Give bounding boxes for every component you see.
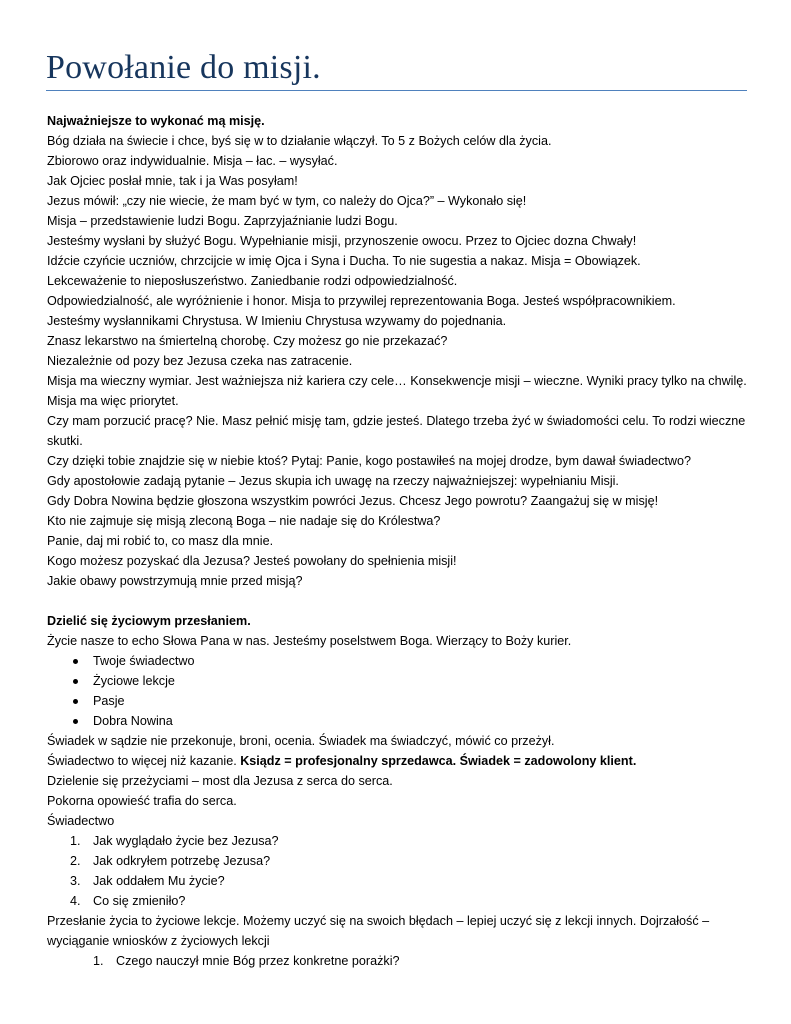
list-item: 1. Jak wyglądało życie bez Jezusa? [70,834,279,848]
paragraph-line: Jakie obawy powstrzymują mnie przed misją? [47,574,303,588]
paragraph-line: Znasz lekarstwo na śmiertelną chorobę. Czy możesz go nie przekazać? [47,334,448,348]
paragraph-line: Świadek w sądzie nie przekonuje, broni, ocenia. Świadek ma świadczyć, mówić co przeżył. [47,734,555,748]
paragraph-testimony: Świadectwo to więcej niż kazanie. Ksiądz = profesjonalny sprzedawca. Świadek = zadowolony klient. [47,754,637,768]
numbered-list-lessons [47,951,747,971]
paragraph-line: Życie nasze to echo Słowa Pana w nas. Jesteśmy poselstwem Boga. Wierzący to Boży kurier. [47,634,572,648]
paragraph-line: Jesteśmy wysłannikami Chrystusa. W Imieniu Chrystusa wzywamy do pojednania. [47,314,507,328]
paragraph-line: Misja – przedstawienie ludzi Bogu. Zaprzyjaźnianie ludzi Bogu. [47,214,398,228]
bullet-icon [73,659,78,664]
paragraph-career: Misja ma wieczny wymiar. Jest ważniejsza niż kariera czy cele… Konsekwencje misji – wieczne. Wyniki pracy tylko na chwilę. Misja ma więc priorytet. [47,374,747,408]
section-spacer [47,591,747,611]
paragraph-line: Jesteśmy wysłani by służyć Bogu. Wypełnianie misji, przynoszenie owocu. Przez to Ojciec dozna Chwały! [47,234,637,248]
paragraph-line: Odpowiedzialność, ale wyróżnienie i honor. Misja to przywilej reprezentowania Boga. Jesteś współpracownikiem. [47,294,676,308]
section-heading-mission: Najważniejsze to wykonać mą misję. [47,114,265,128]
paragraph-line: Gdy apostołowie zadają pytanie – Jezus skupia ich uwagę na rzeczy najważniejszej: wypełnianiu Misji. [47,474,619,488]
list-item: 2. Jak odkryłem potrzebę Jezusa? [70,854,271,868]
page-title: Powołanie do misji. [46,49,321,86]
paragraph-line: Czy dzięki tobie znajdzie się w niebie ktoś? Pytaj: Panie, kogo postawiłeś na mojej drodze, bym dawał świadectwo? [47,454,692,468]
paragraph-line: Kto nie zajmuje się misją zleconą Boga – nie nadaje się do Królestwa? [47,514,441,528]
bullet-icon [73,719,78,724]
paragraph-line: Idźcie czyńcie uczniów, chrzcijcie w imię Ojca i Syna i Ducha. To nie sugestia a nakaz. Misja = Obowiązek. [47,254,641,268]
list-item: Pasje [47,691,747,711]
paragraph-line: Lekceważenie to nieposłuszeństwo. Zaniedbanie rodzi odpowiedzialność. [47,274,458,288]
bullet-icon [73,679,78,684]
list-item: Życiowe lekcje [47,671,747,691]
document-body [47,111,747,971]
paragraph-line: Kogo możesz pozyskać dla Jezusa? Jesteś powołany do spełnienia misji! [47,554,457,568]
list-item: Dobra Nowina [47,711,747,731]
paragraph-lessons: Przesłanie życia to życiowe lekcje. Możemy uczyć się na swoich błędach – lepiej uczyć się z lekcji innych. Dojrzałość – wyciąganie wniosków z życiowych lekcji [47,914,710,948]
numbered-list [47,831,747,911]
paragraph-line: Pokorna opowieść trafia do serca. [47,794,237,808]
list-item: 3. Jak oddałem Mu życie? [70,874,225,888]
paragraph-work: Czy mam porzucić pracę? Nie. Masz pełnić misję tam, gdzie jesteś. Dlatego trzeba żyć w świadomości celu. To rodzi wieczne skutki. [47,414,746,448]
paragraph-line: Jezus mówił: „czy nie wiecie, że mam być w tym, co należy do Ojca?” – Wykonało się! [47,194,527,208]
bold-emphasis: Ksiądz = profesjonalny sprzedawca. Świadek = zadowolony klient. [240,754,637,768]
list-item: Twoje świadectwo [47,651,747,671]
paragraph-line: Jak Ojciec posłał mnie, tak i ja Was posyłam! [47,174,298,188]
paragraph-line: Zbiorowo oraz indywidualnie. Misja – łac. – wysyłać. [47,154,338,168]
paragraph-line: Dzielenie się przeżyciami – most dla Jezusa z serca do serca. [47,774,393,788]
title-divider [46,90,747,91]
paragraph-line: Świadectwo [47,814,115,828]
paragraph-line: Gdy Dobra Nowina będzie głoszona wszystkim powróci Jezus. Chcesz Jego powrotu? Zaangażuj się w misję! [47,494,659,508]
list-item: 1. Czego nauczył mnie Bóg przez konkretne porażki? [93,954,400,968]
paragraph-line: Panie, daj mi robić to, co masz dla mnie. [47,534,274,548]
bullet-icon [73,699,78,704]
list-item: 4. Co się zmieniło? [70,894,186,908]
section-heading-message: Dzielić się życiowym przesłaniem. [47,614,251,628]
paragraph-line: Bóg działa na świecie i chce, byś się w to działanie włączył. To 5 z Bożych celów dla życia. [47,134,552,148]
bullet-list [47,651,747,731]
paragraph-line: Niezależnie od pozy bez Jezusa czeka nas zatracenie. [47,354,353,368]
